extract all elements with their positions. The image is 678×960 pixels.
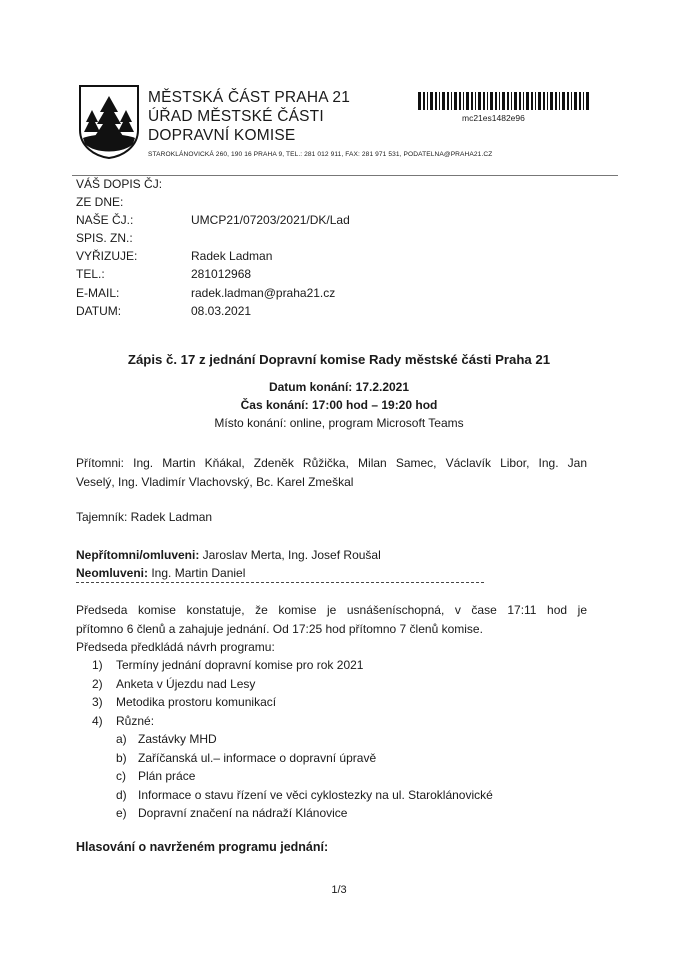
barcode-bar (487, 92, 488, 110)
office-address: STAROKLÁNOVICKÁ 260, 190 16 PRAHA 9, TEL.: 281 012 911, FAX: 281 971 531, PODATELNA@PRAHA21.CZ (148, 151, 493, 158)
item-text: Různé: (116, 713, 155, 728)
chair-line-1: Předseda komise konstatuje, že komise je usnášeníschopná, v čase 17:11 hod je (76, 603, 587, 617)
meta-value: 281012968 (191, 267, 252, 281)
barcode-icon (418, 92, 590, 110)
barcode-bar (538, 92, 541, 110)
page-number: 1/3 (331, 884, 347, 896)
chair-line-3: Předseda předkládá návrh programu: (76, 640, 275, 654)
barcode-bar (523, 92, 524, 110)
barcode-bar (439, 92, 440, 110)
item-number: 3) (92, 695, 103, 709)
voting-heading: Hlasování o navrženém programu jednání: (76, 840, 329, 854)
barcode-bar (459, 92, 461, 110)
excused-value: Jaroslav Merta, Ing. Josef Roušal (199, 548, 381, 562)
sub-item-letter: d) (116, 787, 127, 802)
unexcused-value: Ing. Martin Daniel (148, 566, 246, 580)
meta-value: UMCP21/07203/2021/DK/Lad (191, 213, 350, 227)
sub-item-text: Zastávky MHD (138, 732, 217, 746)
sub-item-letter: c) (116, 769, 126, 783)
barcode-bar (567, 92, 569, 110)
barcode-bar (466, 92, 469, 110)
meta-label: E-MAIL: (76, 286, 120, 300)
unexcused-label: Neomluveni: (76, 566, 149, 580)
barcode-bar (559, 92, 560, 110)
barcode-bar (423, 92, 425, 110)
sub-list-item (76, 786, 596, 805)
item-text: Anketa v Újezdu nad Lesy (116, 676, 256, 691)
meeting-place: Místo konání: online, program Microsoft Teams (214, 416, 464, 430)
list-item (76, 693, 596, 712)
present-members (76, 454, 587, 491)
barcode-bar (430, 92, 433, 110)
meeting-date (0, 380, 678, 394)
barcode-bar (531, 92, 533, 110)
barcode-bar (495, 92, 497, 110)
sub-item-letter: a) (116, 732, 127, 746)
barcode-text: mc21es1482e96 (462, 113, 525, 123)
sub-item-text: Zaříčanská ul.– informace o dopravní úpravě (138, 750, 377, 765)
barcode-bar (547, 92, 548, 110)
sub-list-item (76, 767, 596, 786)
barcode-bar (535, 92, 536, 110)
sub-item-letter: e) (116, 806, 127, 820)
barcode-bar (499, 92, 500, 110)
list-item (76, 656, 596, 675)
program-list (76, 656, 596, 823)
meta-label: DATUM: (76, 304, 122, 318)
barcode-bar (442, 92, 445, 110)
meta-label: ZE DNE: (76, 195, 124, 209)
present-line-2: Veselý, Ing. Vladimír Vlachovský, Bc. Karel Zmeškal (76, 474, 354, 489)
barcode-bar (427, 92, 428, 110)
meta-label: SPIS. ZN.: (76, 231, 133, 245)
coat-of-arms-trees-icon (78, 84, 140, 160)
barcode-bar (583, 92, 584, 110)
barcode-bar (435, 92, 437, 110)
document-title: Zápis č. 17 z jednání Dopravní komise Rady městské části Praha 21 (127, 352, 551, 367)
barcode-bar (511, 92, 512, 110)
unexcused-members (76, 564, 587, 583)
barcode-bar (579, 92, 581, 110)
barcode-bar (526, 92, 529, 110)
barcode-bar (514, 92, 517, 110)
org-line-1: MĚSTSKÁ ČÁST PRAHA 21 (148, 89, 351, 106)
meta-label: TEL.: (76, 267, 105, 281)
chair-line-2: přítomno 6 členů a zahajuje jednání. Od 17:25 hod přítomno 7 členů komise. (76, 621, 483, 636)
excused-label: Nepřítomni/omluveni: (76, 548, 200, 562)
barcode-bar (586, 92, 589, 110)
chair-statement (76, 601, 587, 657)
barcode-bar (543, 92, 545, 110)
barcode-bar (483, 92, 485, 110)
dashed-divider (76, 582, 484, 583)
meeting-time (0, 398, 678, 412)
org-line-2: ÚŘAD MĚSTSKÉ ČÁSTI (148, 108, 324, 125)
item-number: 2) (92, 676, 103, 691)
secretary: Tajemník: Radek Ladman (76, 510, 213, 524)
meta-label: VYŘIZUJE: (76, 249, 138, 263)
meta-value: radek.ladman@praha21.cz (191, 286, 336, 300)
barcode-bar (454, 92, 457, 110)
barcode-bar (490, 92, 493, 110)
sub-item-letter: b) (116, 750, 127, 765)
barcode-bar (571, 92, 572, 110)
barcode-bar (519, 92, 521, 110)
sub-list-item (76, 730, 596, 749)
item-number: 1) (92, 658, 103, 672)
organization-name (148, 88, 350, 145)
barcode-bar (507, 92, 509, 110)
barcode-bar (550, 92, 553, 110)
barcode-bar (463, 92, 464, 110)
barcode-bar (451, 92, 452, 110)
barcode-bar (555, 92, 557, 110)
barcode-bar (502, 92, 505, 110)
barcode-bar (574, 92, 577, 110)
time-value: 17:00 hod – 19:20 hod (311, 398, 438, 412)
barcode-bar (447, 92, 449, 110)
date-label: Datum konání: (268, 380, 353, 394)
barcode-bar (418, 92, 421, 110)
meta-label: VÁŠ DOPIS ČJ: (76, 177, 163, 191)
item-number: 4) (92, 713, 103, 728)
org-line-3: DOPRAVNÍ KOMISE (148, 127, 296, 144)
barcode-bar (475, 92, 476, 110)
sub-list-item (76, 804, 596, 823)
barcode-bar (562, 92, 565, 110)
barcode-bar (471, 92, 473, 110)
meta-value: Radek Ladman (191, 249, 273, 263)
sub-item-text: Plán práce (138, 769, 196, 783)
date-value: 17.2.2021 (355, 380, 410, 394)
meta-value: 08.03.2021 (191, 304, 252, 318)
excused-members (76, 546, 587, 565)
list-item (76, 675, 596, 694)
item-text: Termíny jednání dopravní komise pro rok 2021 (116, 658, 364, 672)
meta-label: NAŠE ČJ.: (76, 213, 134, 227)
sub-item-text: Informace o stavu řízení ve věci cyklostezky na ul. Staroklánovické (138, 787, 493, 802)
list-item (76, 712, 596, 731)
present-line-1: Přítomni: Ing. Martin Kňákal, Zdeněk Růžička, Milan Samec, Václavík Libor, Ing. Jan (76, 456, 587, 470)
item-text: Metodika prostoru komunikací (116, 695, 277, 709)
time-label: Čas konání: (240, 398, 309, 412)
sub-list-item (76, 749, 596, 768)
sub-item-text: Dopravní značení na nádraží Klánovice (138, 806, 348, 820)
barcode-bar (478, 92, 481, 110)
